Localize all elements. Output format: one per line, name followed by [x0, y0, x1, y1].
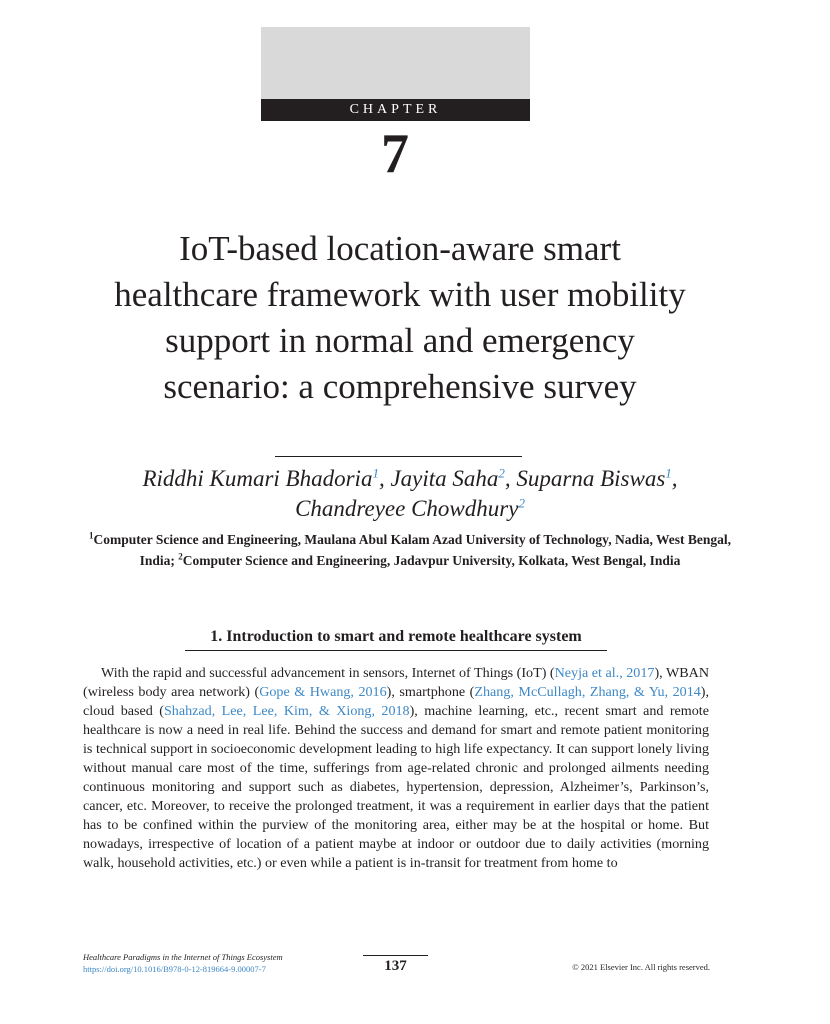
- author-name: Jayita Saha: [390, 466, 499, 491]
- citation-link[interactable]: Shahzad, Lee, Lee, Kim, & Xiong, 2018: [163, 703, 410, 719]
- citation-link[interactable]: Gope & Hwang, 2016: [259, 684, 387, 700]
- chapter-header-block: [261, 27, 530, 99]
- footer-source: [83, 951, 333, 975]
- body-text-segment: ), WBAN (wireless body area network) (: [83, 665, 710, 700]
- author-affiliation-mark: 1: [665, 465, 672, 481]
- author-name: Chandreyee Chowdhury: [295, 496, 519, 521]
- title-divider: [275, 456, 522, 457]
- body-text-segment: ), smartphone (: [386, 684, 475, 700]
- chapter-number: 7: [381, 123, 409, 185]
- doi-link[interactable]: https://doi.org/10.1016/B978-0-12-819664-9.00007-7: [83, 964, 266, 974]
- affiliations: [70, 529, 750, 571]
- page-number-rule: [363, 955, 428, 956]
- section-title: Introduction to smart and remote healthcare system: [226, 628, 582, 645]
- affiliation-text: Computer Science and Engineering, Maulana Abul Kalam Azad University of Technology, Nadia, West Bengal, India;: [93, 532, 731, 568]
- author-name: Riddhi Kumari Bhadoria: [142, 466, 373, 491]
- body-text-segment: ), cloud based (: [83, 684, 710, 719]
- chapter-title: IoT-based location-aware smart healthcare framework with user mobility support in normal and emergency scenario: a comprehensive survey: [114, 229, 686, 406]
- book-title: Healthcare Paradigms in the Internet of Things Ecosystem: [83, 952, 283, 962]
- body-paragraph: [83, 664, 709, 873]
- author-affiliation-mark: 2: [498, 465, 505, 481]
- chapter-label: CHAPTER: [261, 99, 530, 121]
- body-text-segment: With the rapid and successful advancement in sensors, Internet of Things (IoT) (: [101, 665, 555, 681]
- section-number: 1.: [210, 628, 223, 645]
- page-number: 137: [384, 958, 407, 974]
- citation-link[interactable]: Neyja et al., 2017: [554, 665, 655, 681]
- author-affiliation-mark: 1: [372, 465, 379, 481]
- copyright-notice: © 2021 Elsevier Inc. All rights reserved.: [572, 962, 710, 972]
- author-affiliation-mark: 2: [518, 495, 525, 511]
- author-name: Suparna Biswas: [516, 466, 666, 491]
- body-text-segment: ), machine learning, etc., recent smart and remote healthcare is now a need in real life. Behind the success and demand for smart and remote patient monitoring is technical support in socioeconomic development leading to high life expectancy. It can support lonely living without manual care most of the time, sufferings from age-related chronic and prolonged ailments needing continuous monitoring and support such as diabetes, hypertension, depression, Alzheimer’s, Parkinson’s, cancer, etc. Moreover, to receive the prolonged treatment, it was a requirement in earlier days that the patient has to be confined within the purview of the monitoring area, either may be at the hospital or home. But nowadays, irrespective of location of a patient maybe at indoor or outdoor due to daily activities (morning walk, household activities, etc.) or even while a patient is in-transit for treatment from home to: [83, 703, 709, 871]
- affiliation-number: 2: [178, 551, 183, 562]
- affiliation-text: Computer Science and Engineering, Jadavpur University, Kolkata, West Bengal, India: [182, 553, 681, 568]
- author-list: Riddhi Kumari Bhadoria$^1$, Jayita Saha$^2$, Suparna Biswas$^1$, Chandreyee Chowdhury$^2$: [142, 465, 678, 521]
- citation-link[interactable]: Zhang, McCullagh, Zhang, & Yu, 2014: [474, 684, 701, 700]
- section-heading: [185, 626, 607, 651]
- affiliation-number: 1: [89, 530, 94, 541]
